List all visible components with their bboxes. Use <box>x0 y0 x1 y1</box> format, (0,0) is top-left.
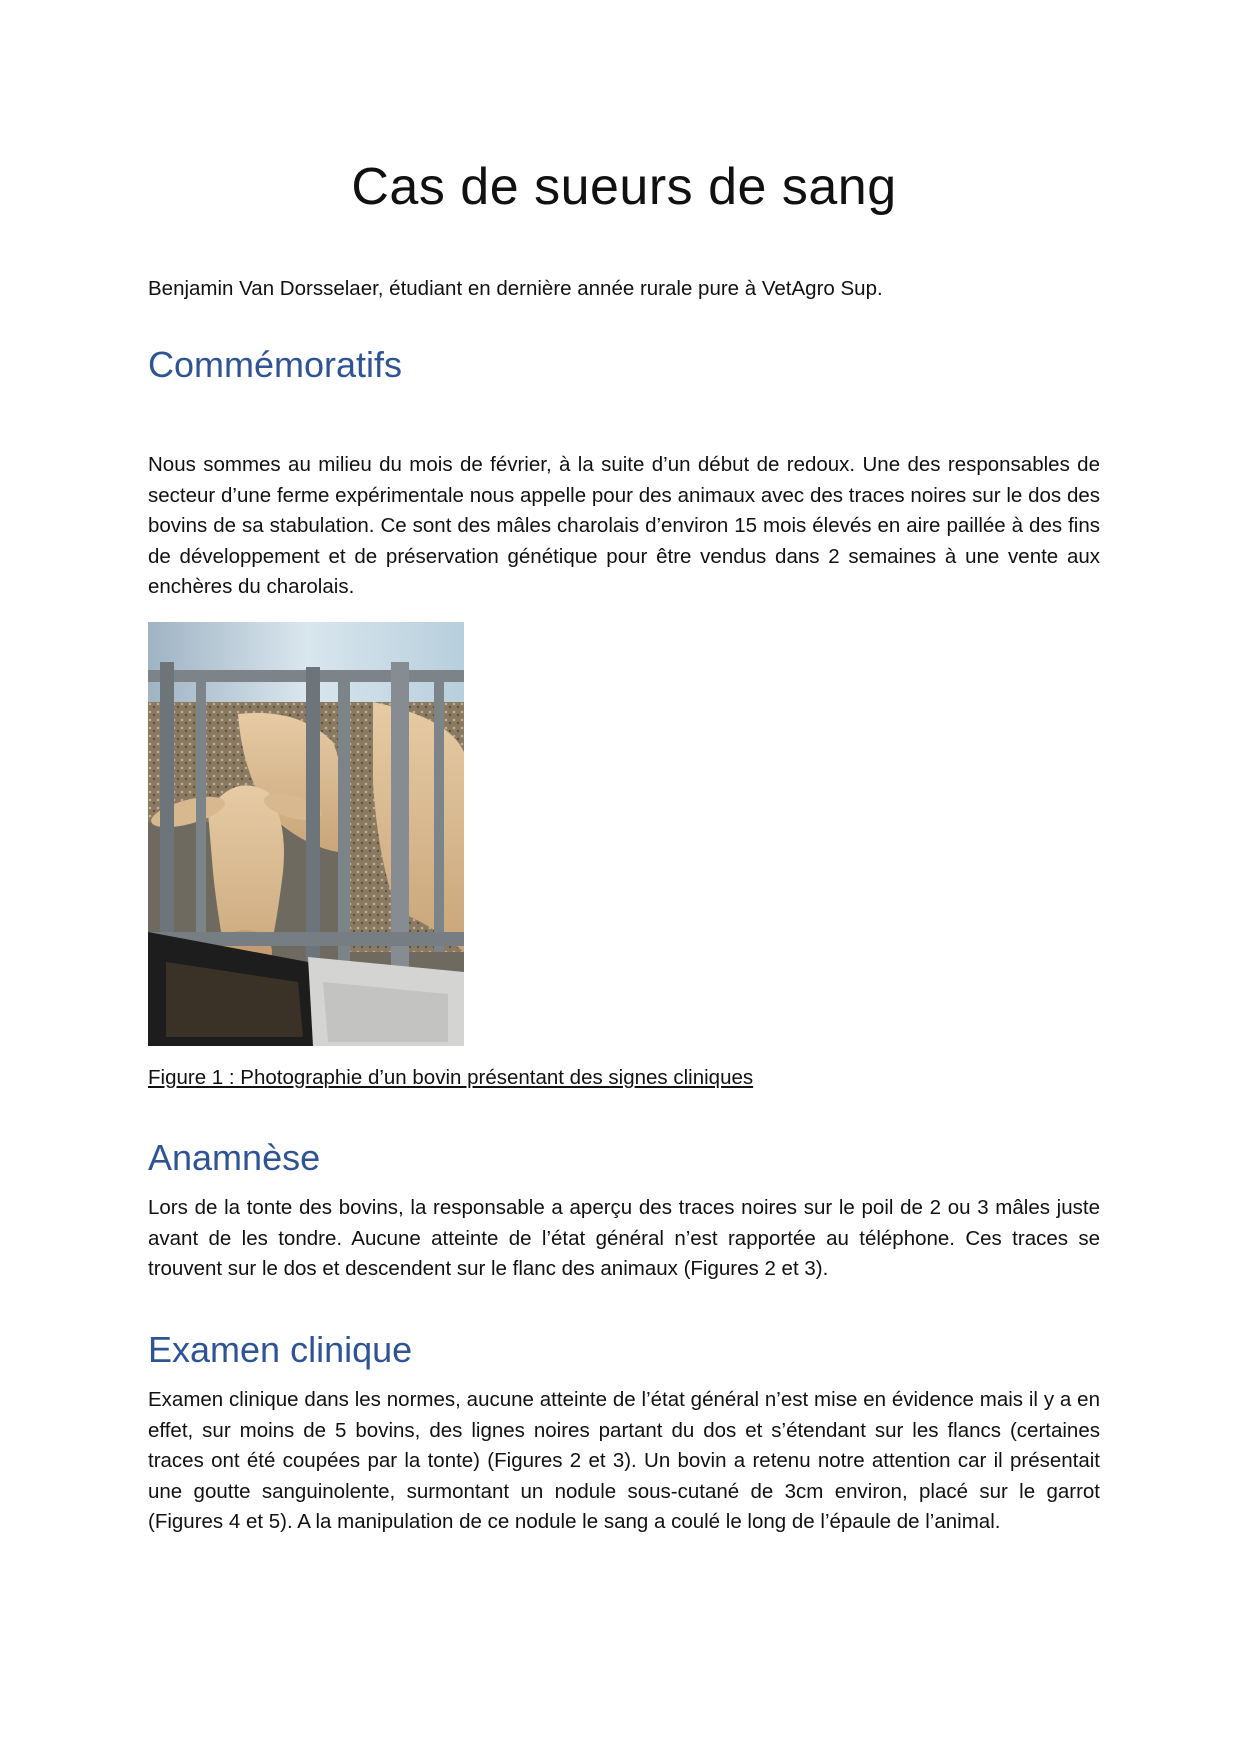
author-line: Benjamin Van Dorsselaer, étudiant en dernière année rurale pure à VetAgro Sup. <box>148 277 883 300</box>
figure-1-caption: Figure 1 : Photographie d’un bovin présentant des signes cliniques <box>148 1066 754 1089</box>
page-title: Cas de sueurs de sang <box>351 158 897 216</box>
paragraph-anamnese: Lors de la tonte des bovins, la responsable a aperçu des traces noires sur le poil de 2 ou 3 mâles juste avant de les tondre. Aucune atteinte de l’état général n’est rapportée au téléphone. Ces traces se trouvent sur le dos et descendent sur le flanc des animaux (Figures 2 et 3). <box>148 1196 1100 1280</box>
figure-1-photo-cattle <box>148 622 464 1046</box>
heading-examen-clinique: Examen clinique <box>148 1329 413 1370</box>
heading-commemoratifs: Commémoratifs <box>148 344 403 385</box>
heading-anamnese: Anamnèse <box>148 1137 321 1178</box>
paragraph-commemoratifs: Nous sommes au milieu du mois de février, à la suite d’un début de redoux. Une des responsables de secteur d’une ferme expérimentale nous appelle pour des animaux avec des traces noires sur le dos des bovins de sa stabulation. Ce sont des mâles charolais d’environ 15 mois élevés en aire paillée à des fins de développement et de préservation génétique pour être vendus dans 2 semaines à une vente aux enchères du charolais. <box>148 453 1100 598</box>
paragraph-examen-clinique: Examen clinique dans les normes, aucune atteinte de l’état général n’est mise en évidence mais il y a en effet, sur moins de 5 bovins, des lignes noires partant du dos et s’étendant sur les flancs (certaines traces ont été coupées par la tonte) (Figures 2 et 3). Un bovin a retenu notre attention car il présentait une goutte sanguinolente, surmontant un nodule sous-cutané de 3cm environ, placé sur le garrot (Figures 4 et 5). A la manipulation de ce nodule le sang a coulé le long de l’épaule de l’animal. <box>148 1388 1100 1533</box>
